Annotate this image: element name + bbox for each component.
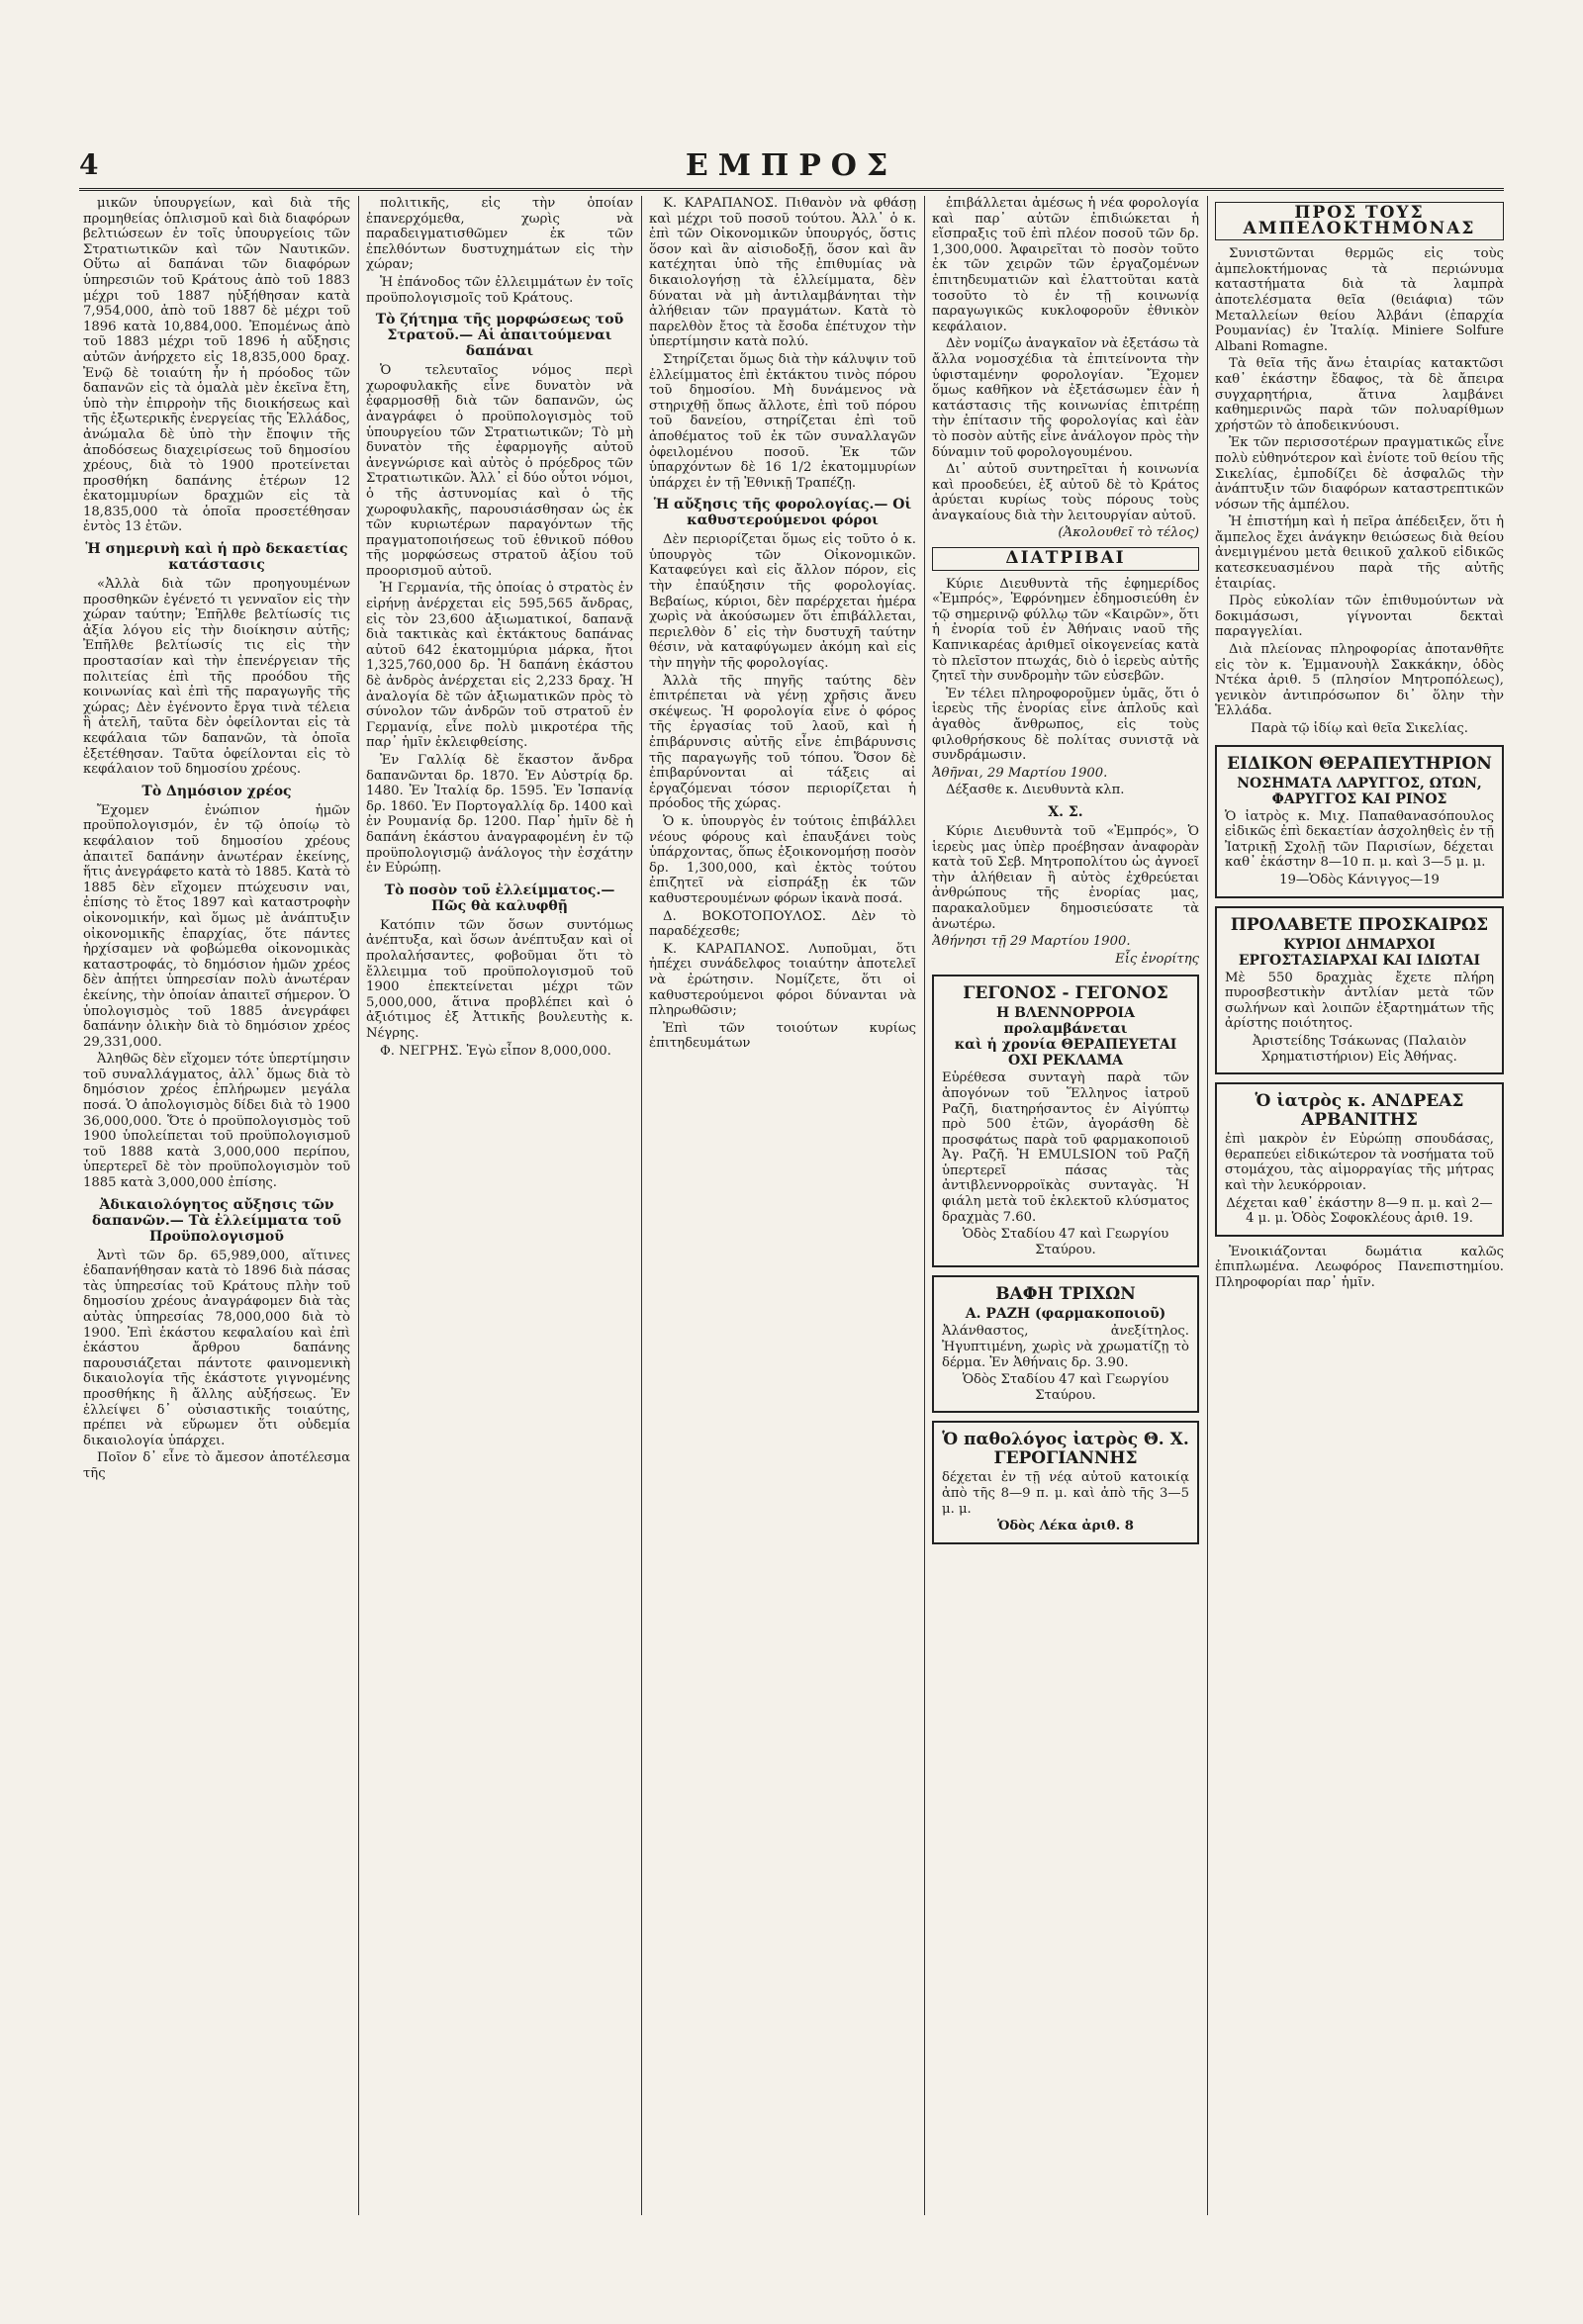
advertisement-blennorrhea [932, 975, 1199, 1267]
article-paragraph: Διὰ πλείονας πληροφορίας ἀποτανθῆτε εἰς τὸν κ. Ἐμμανουὴλ Σακκάκην, ὁδὸς Ντέκα ἀριθ. 5 (πλησίον Μητροπόλεως), γενικὸν ἀντιπρόσωπον δι᾽ ὅλην τὴν Ἑλλάδα. [1215, 642, 1504, 719]
ad-line: Η ΒΛΕΝΝΟΡΡΟΙΑ προλαμβάνεται [996, 1005, 1135, 1038]
article-paragraph: Κύριε Διευθυντὰ τοῦ «Ἐμπρός», Ὁ ἱερεὺς μας ὑπὲρ προέβησαν ἀναφορὰν κατὰ τοῦ Σεβ. Μητροπολίτου ὡς ἀγνοεῖ τὴν ἀλήθειαν ἢ αὐτὸς ἐχθρεύεται ἀνθρώπους τῆς ἐνορίας μας, παρακαλοῦμεν δημοσιεύσατε τὰ ἀνωτέρω. [932, 823, 1199, 932]
article-paragraph: Παρὰ τῷ ἰδίῳ καὶ θεῖα Σικελίας. [1251, 721, 1468, 736]
article-paragraph: Δὲν νομίζω ἀναγκαῖον νὰ ἐξετάσω τὰ ἄλλα νομοσχέδια τὰ ἐπιτείνοντα τὴν ὑφισταμένην φορολογίαν. Ἔχομεν ὅμως καθῆκον νὰ ἐξετάσωμεν ἐὰν ἡ κατάστασις τῆς κοινωνίας ἐπιτρέπῃ τὴν ἐπίτασιν τῆς φορολογίας καὶ ἐὰν τὸ ποσὸν αὐτῆς εἶνε ἀνάλογον πρὸς τὴν δύναμιν τοῦ φορολογουμένου. [932, 336, 1199, 460]
ad-line: ΟΧΙ ΡΕΚΛΑΜΑ [1008, 1053, 1123, 1069]
column-4 [932, 196, 1199, 2215]
article-paragraph: Συνιστῶνται θερμῶς εἰς τοὺς ἀμπελοκτήμονας τὰ περιώνυμα καταστήματα διὰ τὰ λαμπρὰ ἀποτελέσματα θεῖα (θειάφια) τῶν Μεταλλείων θείου Ἀλβάνι (ἐπαρχία Ρουμανίας) ἐν Ἰταλίᾳ. Miniere Solfure Albani Romagne. [1215, 246, 1504, 354]
ad-body: δέχεται ἐν τῇ νέᾳ αὐτοῦ κατοικίᾳ ἀπὸ τῆς 8—9 π. μ. καὶ ἀπὸ τῆς 3—5 μ. μ. [942, 1470, 1189, 1517]
ad-subtitle: ΚΥΡΙΟΙ ΔΗΜΑΡΧΟΙ ΕΡΓΟΣΤΑΣΙΑΡΧΑΙ ΚΑΙ ΙΔΙΩΤΑΙ [1238, 936, 1481, 969]
article-paragraph: Ἀντὶ τῶν δρ. 65,989,000, αἵτινες ἐδαπανήθησαν κατὰ τὸ 1896 διὰ πάσας τὰς ὑπηρεσίας τοῦ Κράτους πλὴν τοῦ δημοσίου χρέους ἀναγράφομεν διὰ τὰς αὐτὰς ὑπηρεσίας 78,000,000 διὰ τὸ 1900. Ἐπὶ ἑκάστου κεφαλαίου καὶ ἐπὶ ἑκάστου ἄρθρου δαπάνης παρουσιάζεται πάντοτε φαινομενικὴ δικαιολογία τῆς ἑκάστοτε γιγνομένης προσθήκης ἢ ἄλλης αὐξήσεως. Ἐν ἐλλείψει δ᾽ οὐσιαστικῆς τοιαύτης, πρέπει νὰ εὕρωμεν ὅτι οὐδεμία δικαιολογία ὑπάρχει. [83, 1248, 350, 1448]
ad-address: Δέχεται καθ᾽ ἑκάστην 8—9 π. μ. καὶ 2—4 μ. μ. Ὁδὸς Σοφοκλέους ἀριθ. 19. [1226, 1195, 1493, 1227]
ad-address: Ὁδὸς Σταδίου 47 καὶ Γεωργίου Σταύρου. [962, 1372, 1169, 1403]
ad-address: Ἀριστείδης Τσάκωνας (Παλαιὸν Χρηματιστήριον) Εἰς Ἀθήνας. [1252, 1033, 1467, 1065]
article-paragraph: «Ἀλλὰ διὰ τῶν προηγουμένων προσθηκῶν ἐγένετό τι γενναῖον εἰς τὴν χώραν ταύτην; Ἐπῆλθε βελτίωσίς τις ἀξία λόγου εἰς τὴν διοίκησιν αὐτῆς; Ἐπῆλθε βελτίωσίς τις εἰς τὴν προστασίαν καὶ τὴν ἐπενέργειαν τῆς πολιτείας ἐπὶ τῆς προόδου τῆς κοινωνίας καὶ ἐπὶ τῆς παραγωγῆς τῆς χώρας; Δὲν ἐγένοντο ἔργα τινὰ τέλεια ἢ ἀτελῆ, ταῦτα δὲν ὀφείλονται εἰς τὰ κεφάλαια τῶν δαπανῶν, τὰ ὁποῖα ἐξετέθησαν. Ταῦτα ὀφείλονται εἰς τὸ κεφάλαιον τοῦ δημοσίου χρέους. [83, 577, 350, 778]
section-heading: Τὸ ζήτημα τῆς μορφώσεως τοῦ Στρατοῦ.— Αἱ ἀπαιτούμεναι δαπάναι [375, 312, 624, 360]
column-2 [366, 196, 633, 2215]
article-paragraph: Ἐκ τῶν περισσοτέρων πραγματικῶς εἶνε πολὺ εὐθηνότερον καὶ ἐνίοτε τοῦ θείου τῆς Σικελίας, ἐμποδίζει δὲ ἀσφαλῶς τὴν ἀνάπτυξιν τῶν διαφόρων καταστρεπτικῶν νόσων τῆς ἀμπέλου. [1215, 435, 1504, 512]
column-rule [641, 196, 642, 2215]
article-paragraph: πολιτικῆς, εἰς τὴν ὁποίαν ἐπανερχόμεθα, χωρὶς νὰ παραδειγματισθῶμεν ἐκ τῶν ἐπελθόντων δυστυχημάτων εἰς τὴν χώραν; [366, 196, 633, 273]
article-paragraph: Ὁ τελευταῖος νόμος περὶ χωροφυλακῆς εἶνε δυνατὸν νὰ ἐφαρμοσθῇ διὰ τῶν δαπανῶν, ὡς ἀναγράφει ὁ προϋπολογισμὸς τοῦ ὑπουργείου τῶν Στρατιωτικῶν; Τὸ μὴ δυνατὸν τῆς ἐφαρμογῆς αὐτοῦ ἀνεγνώρισε καὶ αὐτὸς ὁ πρόεδρος τῶν Στρατιωτικῶν. Ἀλλ᾽ εἰ δύο οὗτοι νόμοι, ὁ τῆς ἀστυνομίας καὶ ὁ τῆς χωροφυλακῆς, παρουσιάσθησαν ὡς ἐκ τῶν κυριωτέρων παραγόντων τῆς πραγματοποιήσεως τοῦ ἐθνικοῦ πόθου τῆς μορφώσεως στρατοῦ ἀξίου τοῦ προορισμοῦ αὐτοῦ. [366, 363, 633, 579]
article-paragraph: Ἀλλὰ τῆς πηγῆς ταύτης δὲν ἐπιτρέπεται νὰ γένῃ χρῆσις ἄνευ σκέψεως. Ἡ φορολογία εἶνε ὁ φόρος τῆς ἐργασίας τοῦ λαοῦ, καὶ ἡ ἐπιβάρυνσις αὐτῆς εἶνε ἐπιβάρυνσις τῆς παραγωγῆς τοῦ τόπου. Ὅσον δὲ ἐπιβαρύνονται αἱ τάξεις αἱ ἐργαζόμεναι τόσον περιορίζεται ἡ πρόοδος τῆς χώρας. [649, 673, 916, 812]
article-paragraph: Δὲν περιορίζεται ὅμως εἰς τοῦτο ὁ κ. ὑπουργὸς τῶν Οἰκονομικῶν. Καταφεύγει καὶ εἰς ἄλλον πόρον, εἰς τὴν ἐπαύξησιν τῆς φορολογίας. Βεβαίως, κύριοι, δὲν παρέρχεται ἡμέρα χωρὶς νὰ ἀκούσωμεν ὅτι ἐπιβάλλεται, περιελθὸν δ᾽ εἰς τὴν δυστυχῆ ταύτην θέσιν, νὰ καταφύγωμεν ἀκόμη καὶ εἰς τὴν πηγὴν τῆς φορολογίας. [649, 532, 916, 672]
article-paragraph: Ἡ ἐπιστήμη καὶ ἡ πεῖρα ἀπέδειξεν, ὅτι ἡ ἄμπελος ἔχει ἀνάγκην θειώσεως διὰ θείου ἀνεμιγμένου μετὰ θειικοῦ χαλκοῦ εἰδικῶς κατεσκευασμένου παρὰ τῆς αὐτῆς ἑταιρίας. [1215, 514, 1504, 592]
article-paragraph: Πρὸς εὐκολίαν τῶν ἐπιθυμούντων νὰ δοκιμάσωσι, γίγνονται δεκταὶ παραγγελίαι. [1215, 594, 1504, 640]
signature: Εἷς ἐνορίτης [1115, 951, 1199, 967]
ad-address: Ὁδὸς Λέκα ἀριθ. 8 [997, 1519, 1134, 1534]
article-paragraph: Δι᾽ αὐτοῦ συντηρεῖται ἡ κοινωνία καὶ προοδεύει, ἐξ αὐτοῦ δὲ τὸ Κράτος ἀρύεται κυρίως τοὺς πόρους τοὺς ἀναγκαίους διὰ τὴν λειτουργίαν αὐτοῦ. [932, 462, 1199, 523]
closing-line: Δέξασθε κ. Διευθυντὰ κλπ. [946, 783, 1125, 798]
section-heading: Τὸ Δημόσιον χρέος [141, 783, 292, 799]
signature-heading: Χ. Σ. [1048, 803, 1083, 820]
article-paragraph: Τὰ θεῖα τῆς ἄνω ἑταιρίας κατακτῶσι καθ᾽ ἑκάστην ἔδαφος, τὰ δὲ ἄπειρα συγχαρητήρια, ἅτινα λαμβάνει καθημερινῶς παρὰ τῶν πολυαρίθμων χρήστῶν τὸ ἀποδεικνύουσι. [1215, 356, 1504, 433]
continued-note: (Ἀκολουθεῖ τὸ τέλος) [1058, 525, 1199, 541]
column-rule [358, 196, 359, 2215]
advertisement-physician [1215, 1082, 1504, 1237]
section-heading: Ἀδικαιολόγητος αὔξησις τῶν δαπανῶν.— Τὰ ἐλλείμματα τοῦ Προϋπολογισμοῦ [92, 1196, 341, 1245]
column-rule [1207, 196, 1208, 2215]
ad-line: καὶ ἡ χρονία ΘΕΡΑΠΕΥΕΤΑΙ [954, 1037, 1177, 1054]
ad-title: ΓΕΓΟΝΟΣ - ΓΕΓΟΝΟΣ [963, 983, 1168, 1004]
article-paragraph: Κατόπιν τῶν ὅσων συντόμως ἀνέπτυξα, καὶ ὅσων ἀνέπτυξαν καὶ οἱ προλαλήσαντες, φοβοῦμαι ὅτι τὸ ἔλλειμμα τοῦ προϋπολογισμοῦ τοῦ 1900 ἐπεκτείνεται μέχρι τῶν 5,000,000, ἅτινα προβλέπει καὶ ὁ ἀξιότιμος ἐξ Ἀττικῆς βουλευτὴς κ. Νέγρης. [366, 917, 633, 1041]
dateline: Ἀθήνησι τῇ 29 Μαρτίου 1900. [932, 934, 1131, 950]
section-heading: Ἡ αὔξησις τῆς φορολογίας.— Οἱ καθυστερούμενοι φόροι [653, 497, 912, 529]
dateline: Ἀθῆναι, 29 Μαρτίου 1900. [932, 765, 1108, 781]
page-columns [83, 196, 1504, 2215]
ad-title: ΕΙΔΙΚΟΝ ΘΕΡΑΠΕΥΤΗΡΙΟΝ [1227, 753, 1492, 774]
section-heading: Τὸ ποσὸν τοῦ ἐλλείμματος.— Πῶς θὰ καλυφθῇ [384, 882, 615, 914]
ad-title: ΠΡΟΛΑΒΕΤΕ ΠΡΟΣΚΑΙΡΩΣ [1230, 914, 1489, 935]
page-number: 4 [79, 148, 99, 181]
ad-body: ἐπὶ μακρὸν ἐν Εὐρώπῃ σπουδάσας, θεραπεύει εἰδικώτερον τὰ νοσήματα τοῦ στομάχου, τὰς αἱμορραγίας τῆς μήτρας καὶ τὴν λευκόρροιαν. [1225, 1132, 1494, 1193]
article-paragraph: Κ. ΚΑΡΑΠΑΝΟΣ. Πιθανὸν νὰ φθάσῃ καὶ μέχρι τοῦ ποσοῦ τούτου. Ἀλλ᾽ ὁ κ. ἐπὶ τῶν Οἰκονομικῶν ὑπουργός, ὅστις ὅσον καὶ ἂν αἰσιοδοξῇ, ὅσον καὶ ἂν κατέχηται ὑπὸ τῆς ἐπιθυμίας νὰ δικαιολογήσῃ τὰ ἐλλείμματα, δὲν δύναται νὰ μὴ ἀντιλαμβάνηται τὴν ἀλήθειαν τῶν πραγμάτων. Κατὰ τὸ παρελθὸν ἔτος τὰ ἔσοδα ἐπέτυχον τὴν ὑπερτίμησιν κατὰ πολύ. [649, 196, 916, 350]
article-paragraph: Ἀληθῶς δὲν εἴχομεν τότε ὑπερτίμησιν τοῦ συναλλάγματος, ἀλλ᾽ ὅμως διὰ τὸ δημόσιον χρέος ἐπλήρωμεν μεγάλα ποσά. Ὁ ἀπολογισμὸς δίδει διὰ τὸ 1900 36,000,000. Ὅτε ὁ προϋπολογισμὸς τοῦ 1900 ὑπολείπεται τοῦ προϋπολογισμοῦ τοῦ 1888 κατὰ 3,000,000 περίπου, ὑπερτερεῖ δὲ τὸν προϋπολογισμὸν τοῦ 1885 κατὰ 3,000,000 ἐπίσης. [83, 1052, 350, 1191]
article-paragraph: Στηρίζεται ὅμως διὰ τὴν κάλυψιν τοῦ ἐλλείμματος ἐπὶ ἐκτάκτου τινὸς πόρου τοῦ δημοσίου. Μὴ δυνάμενος νὰ στηριχθῇ ὅπως ἄλλοτε, ἐπὶ τοῦ πόρου τοῦ δανείου, στηρίζεται ἐπὶ τοῦ ἀποθέματος τοῦ ἐκ τῶν συναλλαγῶν ὀφειλομένου ποσοῦ. Ἐκ τῶν ὑπαρχόντων δὲ 16 1/2 ἑκατομμυρίων ὑπάρχει ἐν τῇ Ἐθνικῇ Τραπέζῃ. [649, 351, 916, 491]
ad-body: Εὑρέθεσα συνταγὴ παρὰ τῶν ἀπογόνων τοῦ Ἕλληνος ἰατροῦ Ραζῆ, διατηρήσαντος ἐν Αἰγύπτῳ πρὸ 500 ἐτῶν, ἀγοράσθη δὲ προσφάτως παρὰ τοῦ φαρμακοποιοῦ Ἀγ. Ραζῆ. Ἡ EMULSION τοῦ Ραζῆ ὑπερτερεῖ πάσας τὰς ἀντιβλεννορροϊκὰς συνταγὰς. Ἡ φιάλη μετὰ τοῦ ἐκλεκτοῦ κλύσματος δραχμὰς 7.60. [942, 1070, 1189, 1225]
ad-title: Ὁ παθολόγος ἰατρὸς Θ. Χ. ΓΕΡΟΓΙΑΝΝΗΣ [942, 1430, 1189, 1469]
ad-subtitle: Α. ΡΑΖΗ (φαρμακοποιοῦ) [965, 1306, 1166, 1323]
article-paragraph: μικῶν ὑπουργείων, καὶ διὰ τῆς προμηθείας ὁπλισμοῦ καὶ διὰ διαφόρων βελτιώσεων ἐν τοῖς ὑπουργείοις τῶν Στρατιωτικῶν καὶ τῶν Ναυτικῶν. Οὕτω αἱ δαπάναι τῶν διαφόρων ὑπηρεσιῶν τοῦ Κράτους ἀπὸ τοῦ 1883 μέχρι τοῦ 1887 ηὐξήθησαν κατὰ 7,954,000, ἀπὸ τοῦ 1887 δὲ μέχρι τοῦ 1896 κατὰ 10,884,000. Ἐπομένως ἀπὸ τοῦ 1883 μέχρι τοῦ 1896 ἡ αὔξησις αὐτῶν ἀνήρχετο εἰς 18,835,000 δραχ. Ἐνῷ δὲ τοιαύτη ἦν ἡ πρόοδος τῶν δαπανῶν εἰς τὰ ὁμαλὰ μὲν ἐκεῖνα ἔτη, ὑπὸ τὴν ἐπιρροὴν τῆς διοικήσεως καὶ τῆς ἐξωτερικῆς ἐνεργείας τῆς Ἑλλάδος, ἀνώμαλα δὲ ὑπὸ τὴν ἔποψιν τῆς ἀποδόσεως διαχειρίσεως τοῦ δημοσίου χρέους, διὰ τὸ 1900 προτείνεται προσθήκη δαπάνης ἑτέρων 12 ἑκατομμυρίων δραχμῶν εἰς τὰ 18,835,000 τὰ ὁποῖα προσετέθησαν ἐντὸς 13 ἐτῶν. [83, 196, 350, 535]
ad-title: Ὁ ἰατρὸς κ. ΑΝΔΡΕΑΣ ΑΡΒΑΝΙΤΗΣ [1255, 1091, 1464, 1131]
article-paragraph: Κ. ΚΑΡΑΠΑΝΟΣ. Λυποῦμαι, ὅτι ἠπέχει συνάδελφος τοιαύτην ἀποτελεῖ νὰ ἐρώτησιν. Νομίζετε, ὅτι οἱ καθυστερούμενοι φόροι δύνανται νὰ πληρωθῶσιν; [649, 941, 916, 1019]
article-paragraph: Δ. ΒΟΚΟΤΟΠΟΥΛΟΣ. Δὲν τὸ παραδέχεσθε; [649, 908, 916, 940]
masthead [79, 148, 1504, 191]
section-heading-boxed: ΠΡΟΣ ΤΟΥΣ ΑΜΠΕΛΟΚΤΗΜΟΝΑΣ [1215, 202, 1504, 240]
advertisement-hair-dye [932, 1275, 1199, 1413]
column-3 [649, 196, 916, 2215]
ad-title: ΒΑΦΗ ΤΡΙΧΩΝ [995, 1284, 1136, 1305]
article-paragraph: Ὁ κ. ὑπουργὸς ἐν τούτοις ἐπιβάλλει νέους φόρους καὶ ἐπαυξάνει τοὺς ὑπάρχοντας, ὅπως ἐξοικονομήσῃ ποσὸν δρ. 1,300,000, καὶ ἐκτὸς τούτου ἐπιζητεῖ νὰ εἰσπράξῃ ἐκ τῶν καθυστερουμένων φόρων ἱκανὰ ποσά. [649, 813, 916, 906]
ad-subtitle: ΝΟΣΗΜΑΤΑ ΛΑΡΥΓΓΟΣ, ΩΤΩΝ, ΦΑΡΥΓΓΟΣ ΚΑΙ ΡΙΝΟΣ [1237, 775, 1482, 807]
ad-body: Ἀλάνθαστος, ἀνεξίτηλος. Ἠγυπτιμένη, χωρὶς νὰ χρωματίζῃ τὸ δέρμα. Ἐν Ἀθήναις δρ. 3.90. [942, 1324, 1189, 1370]
column-5 [1215, 196, 1504, 2215]
advertisement-fire-pump [1215, 906, 1504, 1075]
paper-name: ΕΜΠΡΟΣ [685, 148, 898, 183]
article-paragraph: Ἐν τέλει πληροφοροῦμεν ὑμᾶς, ὅτι ὁ ἱερεὺς τῆς ἐνορίας εἶνε ἁπλοῦς καὶ ἀγαθὸς ἄνθρωπος, εἰς τοὺς φιλοθρήσκους δὲ πολίτας συνιστᾷ νὰ συνδράμωσιν. [932, 686, 1199, 764]
article-paragraph: Ἐνοικιάζονται δωμάτια καλῶς ἐπιπλωμένα. Λεωφόρος Πανεπιστημίου. Πληροφορίαι παρ᾽ ἡμῖν. [1215, 1244, 1504, 1290]
advertisement-clinic [1215, 745, 1504, 898]
ad-body: Μὲ 550 δραχμὰς ἔχετε πλήρη πυροσβεστικὴν ἀντλίαν μετὰ τῶν σωλήνων καὶ λοιπῶν ἐξαρτημάτων τῆς ἀρίστης ποιότητος. [1225, 970, 1494, 1032]
ad-address: Ὁδὸς Σταδίου 47 καὶ Γεωργίου Σταύρου. [962, 1227, 1169, 1257]
article-paragraph: Ποῖον δ᾽ εἶνε τὸ ἄμεσον ἀποτέλεσμα τῆς [83, 1450, 350, 1481]
section-heading: Ἡ σημερινὴ καὶ ἡ πρὸ δεκαετίας κατάστασις [85, 541, 348, 574]
article-paragraph: Ἐπὶ τῶν τοιούτων κυρίως ἐπιτηδευμάτων [649, 1020, 916, 1052]
section-heading-boxed: ΔΙΑΤΡΙΒΑΙ [932, 547, 1199, 571]
article-paragraph: ἐπιβάλλεται ἀμέσως ἡ νέα φορολογία καὶ παρ᾽ αὐτῶν ἐπιδιώκεται ἡ εἴσπραξις τοῦ ἐπὶ πλέον ποσοῦ τῶν δρ. 1,300,000. Ἀφαιρεῖται τὸ ποσὸν τοῦτο ἐκ τῶν χειρῶν τῶν ἐργαζομένων ἐπιτηδευματιῶν καὶ ἐλαττοῦται κατὰ τοσοῦτο τὸ ἐν τῇ κοινωνίᾳ παραγωγικῶς κυκλοφοροῦν ἐθνικὸν κεφάλαιον. [932, 196, 1199, 334]
article-paragraph: Ἡ Γερμανία, τῆς ὁποίας ὁ στρατὸς ἐν εἰρήνῃ ἀνέρχεται εἰς 595,565 ἄνδρας, εἰς τὸν 23,600 ἀξιωματικοί, δαπανᾷ διὰ τακτικὰς καὶ ἐκτάκτους δαπάνας αὐτοῦ 642 ἑκατομμύρια μάρκα, ἤτοι 1,325,760,000 δρ. Ἡ δαπάνη ἑκάστου δὲ ἀνδρὸς ἀνέρχεται εἰς 2,233 δραχ. Ἡ ἀναλογία δὲ τῶν ἀξιωματικῶν πρὸς τὸ σύνολον τῶν ἀνδρῶν τοῦ στρατοῦ ἐν Γερμανίᾳ, εἶνε πολὺ μικροτέρα τῆς παρ᾽ ἡμῖν ἐκλειφθείσης. [366, 581, 633, 751]
column-rule [924, 196, 925, 2215]
article-paragraph: Ἡ ἐπάνοδος τῶν ἐλλειμμάτων ἐν τοῖς προϋπολογισμοῖς τοῦ Κράτους. [366, 274, 633, 306]
ad-address: 19—Ὁδὸς Κάνιγγος—19 [1279, 872, 1440, 887]
article-paragraph: Κύριε Διευθυντὰ τῆς ἐφημερίδος «Ἐμπρός», Ἐφρόνημεν ἐδημοσιεύθη ἐν τῷ σημερινῷ φύλλῳ τῶν «Καιρῶν», ὅτι ἡ ἐνορία τοῦ ἐν Ἀθήναις ναοῦ τῆς Καπνικαρέας ἀριθμεῖ οἰκογενείας κατὰ τὸ πλεῖστον πτωχάς, διὸ ὁ ἱερεὺς αὐτῆς ζητεῖ τὴν συνδρομὴν τῶν εὐσεβῶν. [932, 576, 1199, 685]
column-1 [83, 196, 350, 2215]
article-paragraph: Φ. ΝΕΓΡΗΣ. Ἐγὼ εἶπον 8,000,000. [380, 1043, 611, 1059]
advertisement-pathologist [932, 1421, 1199, 1543]
ad-body: Ὁ ἰατρὸς κ. Μιχ. Παπαθανασόπουλος εἰδικῶς ἐπὶ δεκαετίαν ἀσχοληθεὶς ἐν τῇ Ἰατρικῇ Σχολῇ τῶν Παρισίων, δέχεται καθ᾽ ἑκάστην 8—10 π. μ. καὶ 3—5 μ. μ. [1225, 808, 1494, 871]
article-paragraph: Ἔχομεν ἐνώπιον ἡμῶν προϋπολογισμόν, ἐν τῷ ὁποίῳ τὸ κεφάλαιον τοῦ δημοσίου χρέους ἀπαιτεῖ δαπάνην ἀνωτέραν ἐκείνης, ἥτις ἀνεγράφετο κατὰ τὸ 1885. Κατὰ τὸ 1885 δὲν εἴχομεν πτώχευσιν ναι, ἐπίσης τὸ ἔτος 1897 καὶ καταστροφὴν οἰκονομικήν, καὶ ὅμως μὲ ἀνάπτυξιν οἰκονομικῆς ἐπαρχίας, ὅτε πάντες ἠρχίσαμεν νὰ φοβώμεθα οἰκονομικὰς καταστροφάς, τὸ δημόσιον ἡμῶν χρέος δὲν ἀπῄτει ὑπηρεσίαν πολὺ ἀνωτέραν ἐκείνης, τὴν ὁποίαν ἀπαιτεῖ σήμερον. Ὁ ὑπολογισμὸς τοῦ 1885 ἀνεγράφει δαπάνην ὁλικὴν διὰ τὸ δημόσιον χρέος 29,331,000. [83, 802, 350, 1050]
article-paragraph: Ἐν Γαλλίᾳ δὲ ἕκαστον ἄνδρα δαπανῶνται δρ. 1870. Ἐν Αὐστρίᾳ δρ. 1480. Ἐν Ἰταλίᾳ δρ. 1595. Ἐν Ἰσπανίᾳ δρ. 1860. Ἐν Πορτογαλλίᾳ δρ. 1400 καὶ ἐν Ρουμανίᾳ δρ. 1200. Παρ᾽ ἡμῖν δὲ ἡ δαπάνη ἑκάστου ἀναγραφομένη ἐν τῷ προϋπολογισμῷ ἀνάλογος τὴν ἐσχάτην ἐν Εὐρώπῃ. [366, 753, 633, 877]
